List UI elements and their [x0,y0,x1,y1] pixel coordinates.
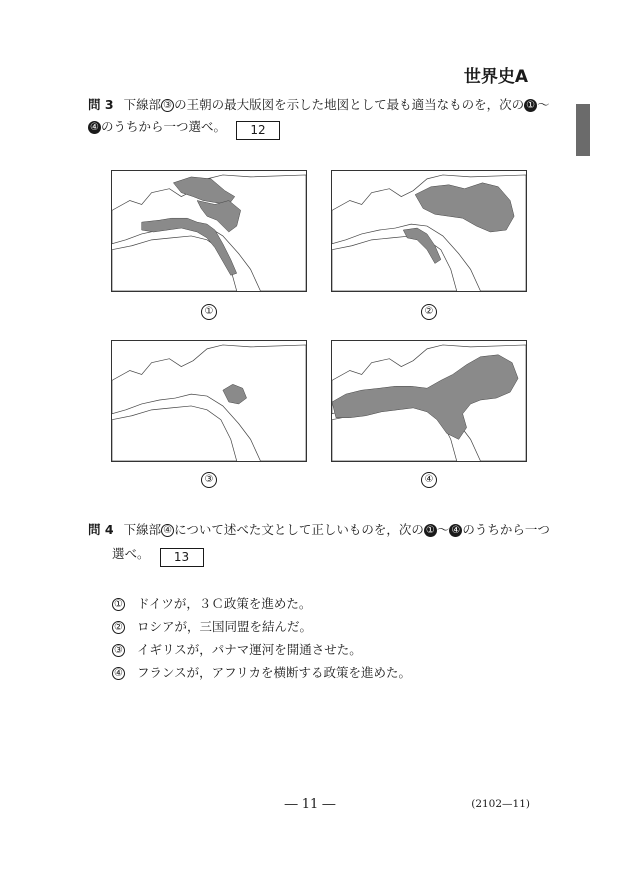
q4-text-end: のうちから一つ [462,522,550,537]
map-label-3: ③ [201,472,217,488]
choice-text-3: イギリスが，パナマ運河を開通させた。 [137,642,362,657]
q3-text-end: のうちから一つ選べ。 [101,119,227,134]
map-option-3[interactable] [111,340,307,462]
choice-number-2: ② [112,621,125,634]
q4-number: 問 4 [88,522,114,537]
exam-code: (2102—11) [471,798,530,810]
choice-text-4: フランスが，アフリカを横断する政策を進めた。 [137,665,412,680]
subject-title: 世界史A [463,67,528,87]
section-tab-marker [576,104,590,156]
q3-text: 下線部 [123,97,162,112]
q4-text-select: 選べ。 [112,546,150,561]
choice-text-1: ドイツが，３Ｃ政策を進めた。 [137,596,312,611]
map-label-1: ① [201,304,217,320]
q4-line-2 [112,546,204,567]
q4-text: 下線部 [123,522,162,537]
q3-range-end: ④ [88,121,101,134]
q4-choice-4[interactable] [112,665,411,681]
q4-line-1 [88,522,550,538]
q4-tilde: 〜 [436,522,450,537]
q4-choice-1[interactable] [112,596,311,612]
q4-range-end: ④ [449,524,462,537]
map-label-2: ② [421,304,437,320]
q4-text-cont: について述べた文として正しいものを，次の [174,522,424,537]
page-number: ― 11 ― [284,797,336,812]
q3-line-2 [88,119,280,140]
q3-line-1 [88,97,550,113]
choice-number-1: ① [112,598,125,611]
q3-underline-ref: ③ [161,99,174,112]
choice-text-2: ロシアが，三国同盟を結んだ。 [137,619,313,634]
q4-underline-ref: ④ [161,524,174,537]
q3-number: 問 3 [88,97,114,112]
map-label-4: ④ [421,472,437,488]
choice-number-3: ③ [112,644,125,657]
map-option-4[interactable] [331,340,527,462]
choice-number-4: ④ [112,667,125,680]
map-option-2[interactable] [331,170,527,292]
q3-answer-box[interactable]: 12 [236,121,280,140]
q3-text-cont: の王朝の最大版図を示した地図として最も適当なものを，次の [174,97,525,112]
q4-choice-2[interactable] [112,619,312,635]
q3-tilde: 〜 [537,97,550,112]
q3-range-start: ① [524,99,537,112]
q4-answer-box[interactable]: 13 [160,548,204,567]
q4-choice-3[interactable] [112,642,362,658]
q4-range-start: ① [424,524,437,537]
map-option-1[interactable] [111,170,307,292]
